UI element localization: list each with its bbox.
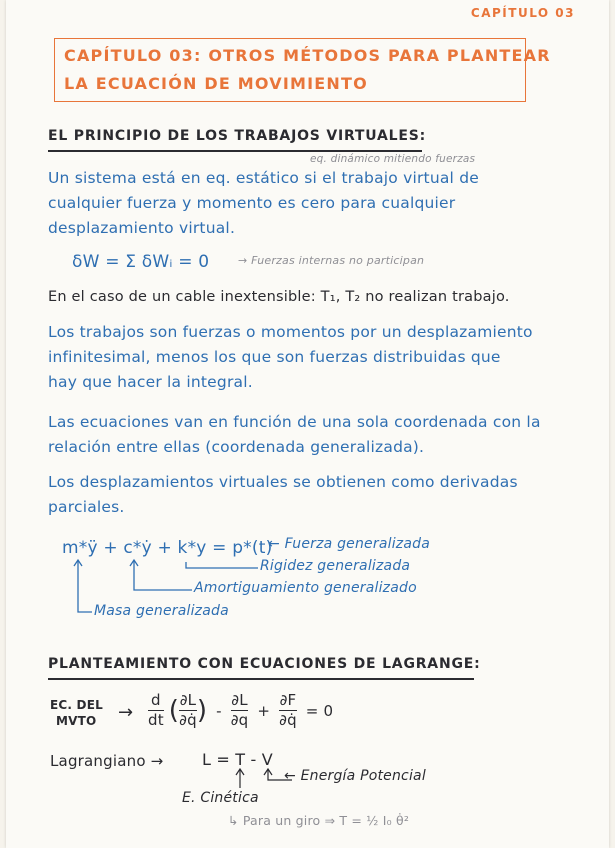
frac-d-dt: $\frac{d}{dt}$ (148, 691, 164, 730)
notebook-page (6, 0, 609, 848)
label-masa: Masa generalizada (94, 603, 229, 619)
section1-annotation: eq. dinámico mitiendo fuerzas (310, 153, 476, 165)
para1-line3: desplazamiento virtual. (48, 219, 236, 237)
para1-line1: Un sistema está en eq. estático si el trabajo virtual de (48, 169, 479, 187)
energia-potencial: ← Energía Potencial (284, 768, 426, 784)
para2-line1: Los trabajos son fuerzas o momentos por un desplazamiento (48, 323, 533, 341)
ec-arrow: → (118, 702, 134, 723)
para3-line2: relación entre ellas (coordenada generalizada). (48, 438, 425, 456)
frac-dL-dqdot: $\frac{\partial L}{\partial q̇}$ (179, 691, 197, 730)
virtual-work-note: → Fuerzas internas no participan (238, 254, 425, 267)
virtual-work-equation: δW = Σ δWᵢ = 0 (72, 252, 210, 272)
para4-line1: Los desplazamientos virtuales se obtienen como derivadas (48, 473, 518, 491)
ec-label-line1: EC. DEL (50, 698, 103, 712)
para2-line2: infinitesimal, menos los que son fuerzas distribuidas que (48, 348, 501, 366)
section2-heading: PLANTEAMIENTO CON ECUACIONES DE LAGRANGE: (48, 656, 481, 672)
para2-line3: hay que hacer la integral. (48, 373, 253, 391)
title-line-2: LA ECUACIÓN DE MOVIMIENTO (64, 74, 368, 93)
para4-line2: parciales. (48, 498, 125, 516)
para1-line2: cualquier fuerza y momento es cero para cualquier (48, 194, 456, 212)
label-fuerza: ← Fuerza generalizada (268, 536, 430, 552)
lagrange-equation: $\frac{d}{dt}$ ( $\frac{\partial L}{\partial q̇}$ ) - $\frac{\partial L}{\partial q}$ + $\frac{\partial F}{\partial q̇}$ = 0 (148, 691, 334, 730)
frac-dF-dqdot: $\frac{\partial F}{\partial q̇}$ (279, 691, 297, 730)
equals-zero: = 0 (305, 701, 334, 720)
lagrangiano-label: Lagrangiano → (50, 752, 164, 770)
cable-sentence: En el caso de un cable inextensible: T₁, T₂ no realizan trabajo. (48, 289, 510, 305)
rotation-note: ↳ Para un giro ⇒ T = ½ I₀ θ̇² (228, 813, 410, 828)
chapter-tag: CAPÍTULO 03 (470, 6, 575, 20)
energia-cinetica: E. Cinética (182, 790, 259, 806)
ec-label-line2: MVTO (56, 714, 97, 728)
lagrangiano-equation: L = T - V (202, 750, 273, 769)
motion-equation: m*ÿ + c*ẏ + k*y = p*(t) (62, 538, 273, 558)
lagrangiano-arrows (6, 0, 609, 800)
label-rigidez: Rigidez generalizada (260, 558, 411, 574)
section1-heading: EL PRINCIPIO DE LOS TRABAJOS VIRTUALES: (48, 128, 427, 144)
title-line-1: CAPÍTULO 03: OTROS MÉTODOS PARA PLANTEAR (64, 46, 551, 65)
label-amortiguamiento: Amortiguamiento generalizado (194, 580, 417, 596)
para3-line1: Las ecuaciones van en función de una sola coordenada con la (48, 413, 541, 431)
plus-sign: + (257, 701, 271, 720)
frac-dL-dq: $\frac{\partial L}{\partial q}$ (230, 691, 249, 730)
minus-sign: - (216, 701, 222, 720)
